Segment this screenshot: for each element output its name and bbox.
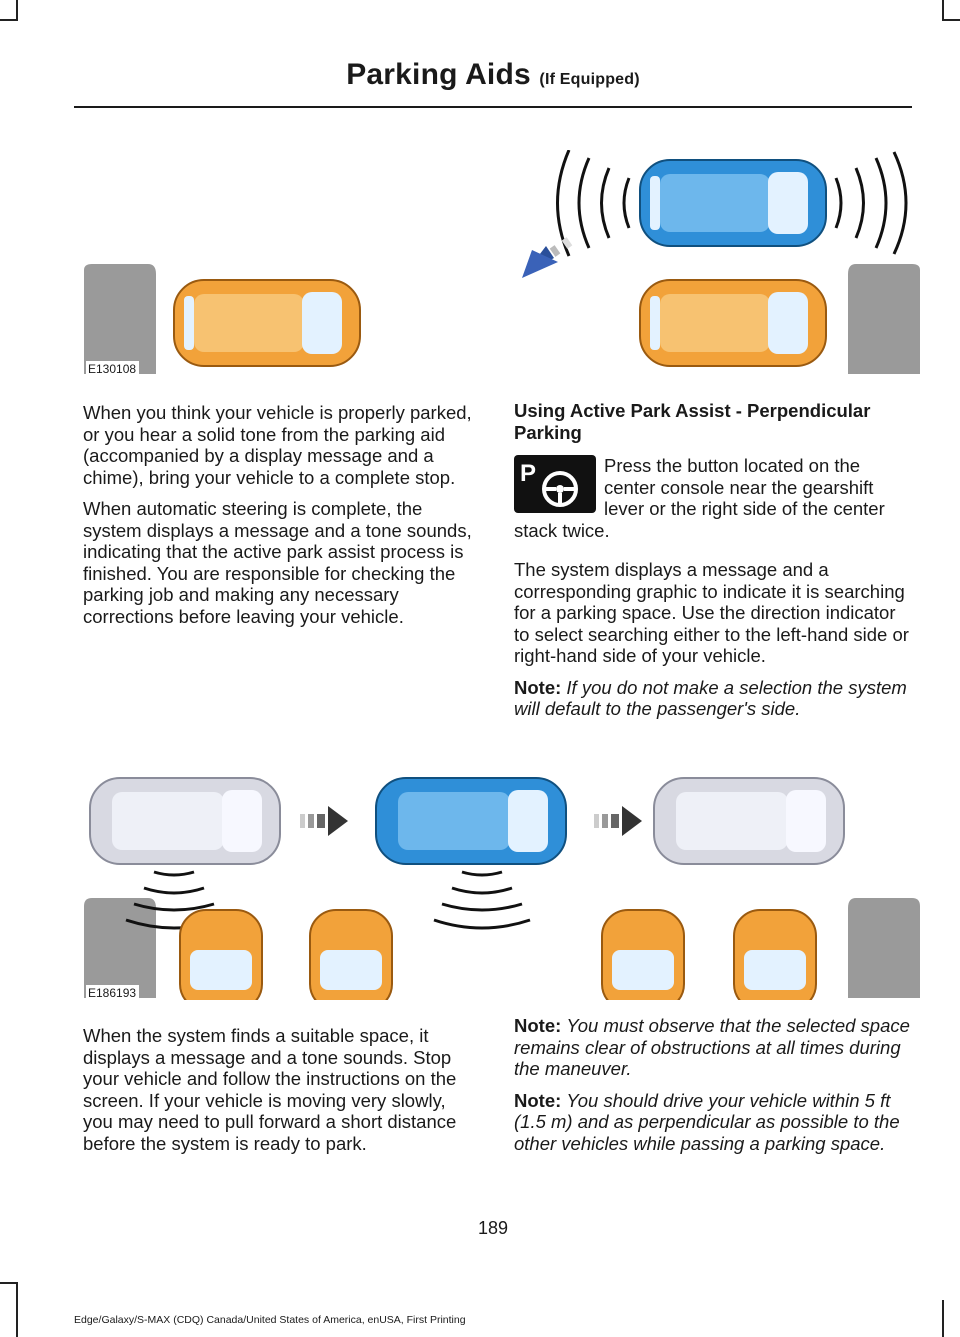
- note-text: You should drive your vehicle within 5 ft (1.5 m) and as perpendicular as possible to the other vehicles while passing a parking space.: [514, 1089, 900, 1154]
- note: [514, 1015, 910, 1080]
- crop-mark: [0, 19, 18, 21]
- paragraph: When automatic steering is complete, the system displays a message and a tone sounds, indicating that the active park assist process is finished. You are responsible for checking the parking job and making any necessary corrections before leaving your vehicle.: [83, 498, 472, 627]
- parked-car: [180, 910, 262, 1000]
- search-car-start: [90, 778, 280, 864]
- paragraph: Press the button located on the center console near the gearshift lever or the right side of the center stack twice.: [514, 455, 885, 541]
- parked-car: [734, 910, 816, 1000]
- active-car: [640, 160, 826, 246]
- crop-mark: [0, 1282, 18, 1284]
- left-column-text: [83, 402, 479, 637]
- direction-arrow-icon: [300, 806, 348, 836]
- note: [514, 677, 910, 720]
- active-car: [376, 778, 566, 864]
- figure-code: E186193: [86, 985, 139, 1000]
- park-assist-button-icon: [514, 455, 596, 513]
- page-number: 189: [477, 1218, 509, 1238]
- paragraph: When the system finds a suitable space, it displays a message and a tone sounds. Stop your vehicle and follow the instructions on the screen. If your vehicle is moving very slowly, you may need to pull forward a short distance before the system is ready to park.: [83, 1025, 457, 1154]
- note-label: Note:: [514, 676, 562, 698]
- header-divider: [74, 106, 912, 108]
- section-title: Parking Aids: [346, 58, 531, 91]
- section-heading: Using Active Park Assist - Perpendicular Parking: [514, 400, 871, 443]
- direction-arrow-icon: [594, 806, 642, 836]
- perpendicular-parking-illustration: [84, 770, 920, 1000]
- parked-car-right: [640, 280, 826, 366]
- note-text: You must observe that the selected space remains clear of obstructions at all times during the maneuver.: [514, 1015, 910, 1079]
- crop-mark: [942, 1300, 944, 1337]
- right-column-text: [514, 400, 910, 730]
- note-label: Note:: [514, 1089, 562, 1111]
- crop-mark: [16, 1282, 18, 1337]
- section-subtitle: (If Equipped): [539, 71, 640, 88]
- svg-text:P: P: [520, 460, 537, 487]
- parked-car: [602, 910, 684, 1000]
- paragraph: The system displays a message and a corresponding graphic to indicate it is searching for a parking space. Use the direction indicator to select searching either to the left-hand side or right-hand side of your vehicle.: [514, 559, 909, 666]
- right-column-text: [514, 1015, 910, 1164]
- left-column-text: [83, 1025, 479, 1164]
- crop-mark: [942, 19, 960, 21]
- parked-car-left: [174, 280, 360, 366]
- paragraph: When you think your vehicle is properly parked, or you hear a solid tone from the parking aid (accompanied by a display message and a chime), bring your vehicle to a complete stop.: [83, 402, 472, 488]
- crop-mark: [16, 0, 18, 20]
- crop-mark: [942, 0, 944, 20]
- direction-arrow-icon: [522, 237, 572, 278]
- search-car-end: [654, 778, 844, 864]
- note: [514, 1090, 910, 1155]
- parallel-parking-illustration: [84, 150, 920, 376]
- footer-text: Edge/Galaxy/S-MAX (CDQ) Canada/United States of America, enUSA, First Printing: [74, 1314, 466, 1326]
- page-title: [0, 58, 960, 92]
- parked-car: [310, 910, 392, 1000]
- figure-code: E130108: [86, 361, 139, 376]
- note-label: Note:: [514, 1015, 562, 1036]
- note-text: If you do not make a selection the system will default to the passenger's side.: [514, 676, 907, 719]
